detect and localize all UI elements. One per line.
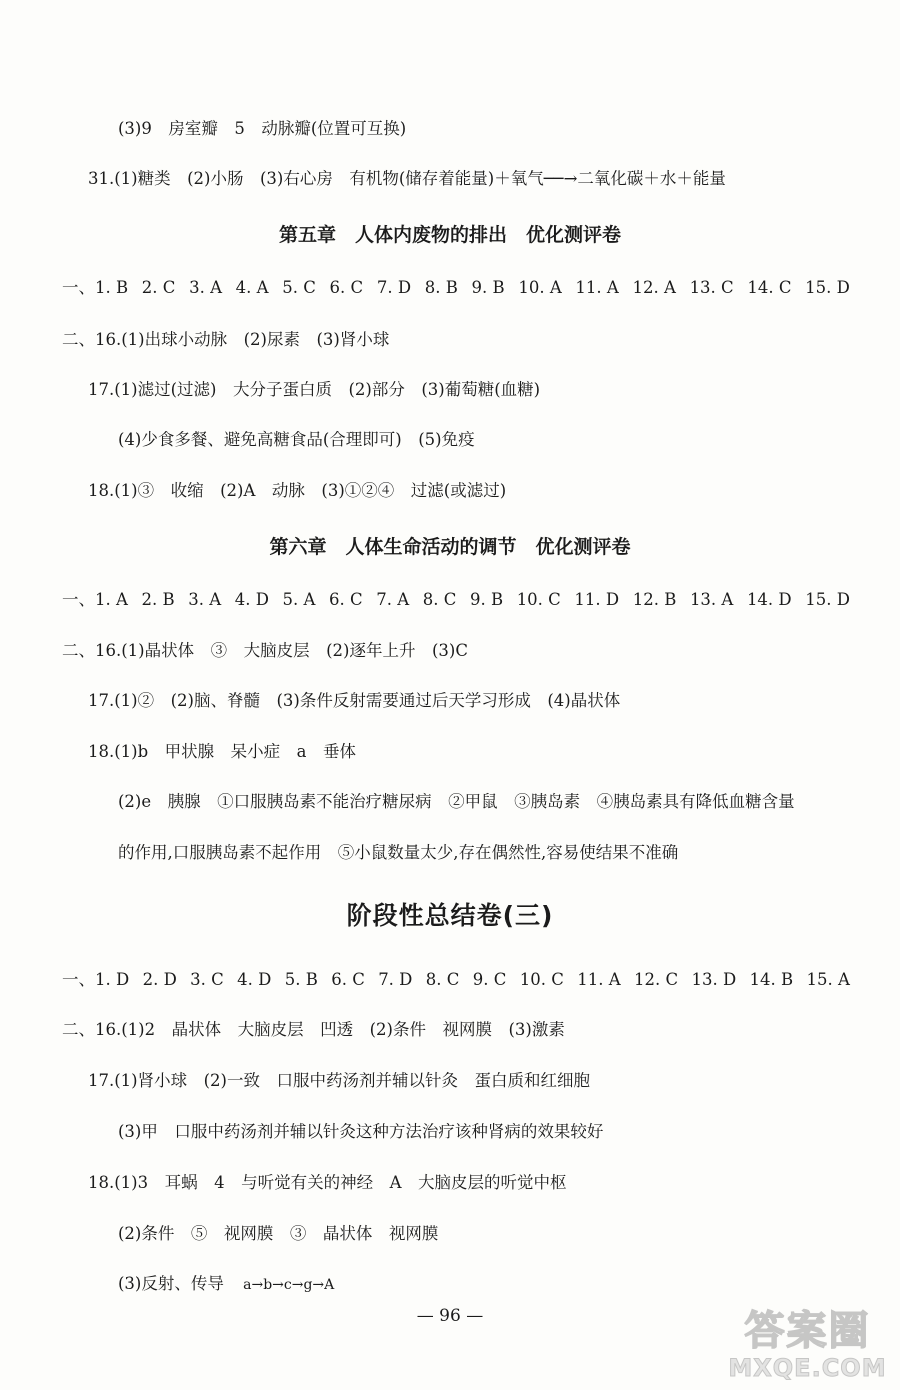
mcq-answer: 13. A <box>689 590 734 609</box>
chapter-5-q17-part-b: (4)少食多餐、避免高糖食品(合理即可) (5)免疫 <box>118 430 475 449</box>
stage-summary-q18-part-c <box>118 1273 334 1296</box>
chapter-6-q17: 17.(1)② (2)脑、脊髓 (3)条件反射需要通过后天学习形成 (4)晶状体 <box>88 691 621 710</box>
mcq-answer: 9. B <box>469 590 504 609</box>
mcq-answer: 5. B <box>284 970 318 989</box>
mcq-answer: 2. D <box>142 970 177 989</box>
mcq-answer: 9. C <box>472 970 507 989</box>
chapter-5-q18: 18.(1)③ 收缩 (2)A 动脉 (3)①②④ 过滤(或滤过) <box>88 481 507 500</box>
stage-summary-title: 阶段性总结卷(三) <box>346 901 554 930</box>
mcq-answer: 7. D <box>376 278 412 297</box>
mcq-answer: 8. C <box>425 970 460 989</box>
chapter-6-q18-part-a: 18.(1)b 甲状腺 呆小症 a 垂体 <box>88 742 357 761</box>
chapter-6-q16: 二、16.(1)晶状体 ③ 大脑皮层 (2)逐年上升 (3)C <box>62 641 468 660</box>
chapter-5-q16: 二、16.(1)出球小动脉 (2)尿素 (3)肾小球 <box>62 330 390 349</box>
watermark <box>720 1308 895 1388</box>
chapter-5-title: 第五章 人体内废物的排出 优化测评卷 <box>278 224 621 246</box>
mcq-answer: 14. D <box>746 590 792 609</box>
mcq-answer: 10. C <box>516 590 561 609</box>
mcq-answer: 7. D <box>378 970 413 989</box>
mcq-answer: 2. C <box>141 278 176 297</box>
stage-summary-mcq-row <box>62 969 850 991</box>
reflex-conduction-label: (3)反射、传导 <box>118 1274 224 1293</box>
answer-line-31: 31.(1)糖类 (2)小肠 (3)右心房 有机物(储存着能量)＋氧气──→二氧化碳＋水＋能量 <box>88 169 726 188</box>
stage-summary-q18-part-a: 18.(1)3 耳蜗 4 与听觉有关的神经 A 大脑皮层的听觉中枢 <box>88 1173 567 1192</box>
mcq-answer: 2. B <box>141 590 175 609</box>
stage-summary-q18-part-b: (2)条件 ⑤ 视网膜 ③ 晶状体 视网膜 <box>118 1224 439 1243</box>
mcq-answer: 11. A <box>577 970 621 989</box>
mcq-answer: 6. C <box>331 970 365 989</box>
mcq-answer: 6. C <box>329 590 363 609</box>
mcq-answer: 11. D <box>574 590 620 609</box>
stage-summary-q17-part-b: (3)甲 口服中药汤剂并辅以针灸这种方法治疗该种肾病的效果较好 <box>118 1122 604 1141</box>
mcq-answer: 13. C <box>689 278 734 297</box>
mcq-answer: 6. C <box>329 278 364 297</box>
mcq-answer: 3. C <box>190 970 224 989</box>
mcq-answer: 5. C <box>282 278 316 297</box>
mcq-answer: 15. D <box>805 590 850 609</box>
mcq-answer: 14. C <box>747 278 792 297</box>
chapter-6-q18-part-b: (2)e 胰腺 ①口服胰岛素不能治疗糖尿病 ②甲鼠 ③胰岛素 ④胰岛素具有降低血糖含量 <box>118 792 795 811</box>
chapter-6-title: 第六章 人体生命活动的调节 优化测评卷 <box>269 536 631 558</box>
mcq-answer: 12. C <box>633 970 679 989</box>
mcq-answer: 15. A <box>806 970 850 989</box>
mcq-answer: 4. D <box>234 590 269 609</box>
mcq-answer: 11. A <box>575 278 619 297</box>
mcq-answer: 4. D <box>237 970 272 989</box>
mcq-answer: 4. A <box>235 278 269 297</box>
mcq-answer: 10. C <box>519 970 564 989</box>
mcq-answer: 10. A <box>518 278 562 297</box>
mcq-answer: 13. D <box>691 970 737 989</box>
mcq-answer: 12. B <box>632 590 677 609</box>
reflex-pathway-flow: a→b→c→g→A <box>243 1277 335 1293</box>
stage-summary-q16: 二、16.(1)2 晶状体 大脑皮层 凹透 (2)条件 视网膜 (3)激素 <box>62 1020 565 1039</box>
chapter-5-mcq-row <box>62 277 850 299</box>
mcq-answer: 8. B <box>424 278 458 297</box>
chapter-6-mcq-row <box>62 589 850 611</box>
page-number: — 96 — <box>416 1306 484 1326</box>
watermark-url: MXQE.COM <box>728 1354 887 1382</box>
chapter-5-q17-part-a: 17.(1)滤过(过滤) 大分子蛋白质 (2)部分 (3)葡萄糖(血糖) <box>88 380 541 399</box>
mcq-answer: 3. A <box>189 278 222 297</box>
mcq-answer: 一、1. A <box>62 590 128 609</box>
mcq-answer: 3. A <box>188 590 222 609</box>
mcq-answer: 9. B <box>471 278 505 297</box>
mcq-answer: 一、1. D <box>62 970 130 989</box>
answer-line-30-3: (3)9 房室瓣 5 动脉瓣(位置可互换) <box>118 119 407 138</box>
mcq-answer: 8. C <box>422 590 457 609</box>
mcq-answer: 一、1. B <box>62 278 129 297</box>
chapter-6-q18-part-c: 的作用,口服胰岛素不起作用 ⑤小鼠数量太少,存在偶然性,容易使结果不准确 <box>118 843 679 862</box>
mcq-answer: 14. B <box>749 970 794 989</box>
watermark-logo: 答案圈 <box>744 1308 871 1354</box>
stage-summary-q17-part-a: 17.(1)肾小球 (2)一致 口服中药汤剂并辅以针灸 蛋白质和红细胞 <box>88 1071 590 1090</box>
mcq-answer: 15. D <box>805 278 850 297</box>
mcq-answer: 5. A <box>282 590 316 609</box>
mcq-answer: 12. A <box>632 278 676 297</box>
mcq-answer: 7. A <box>376 590 410 609</box>
